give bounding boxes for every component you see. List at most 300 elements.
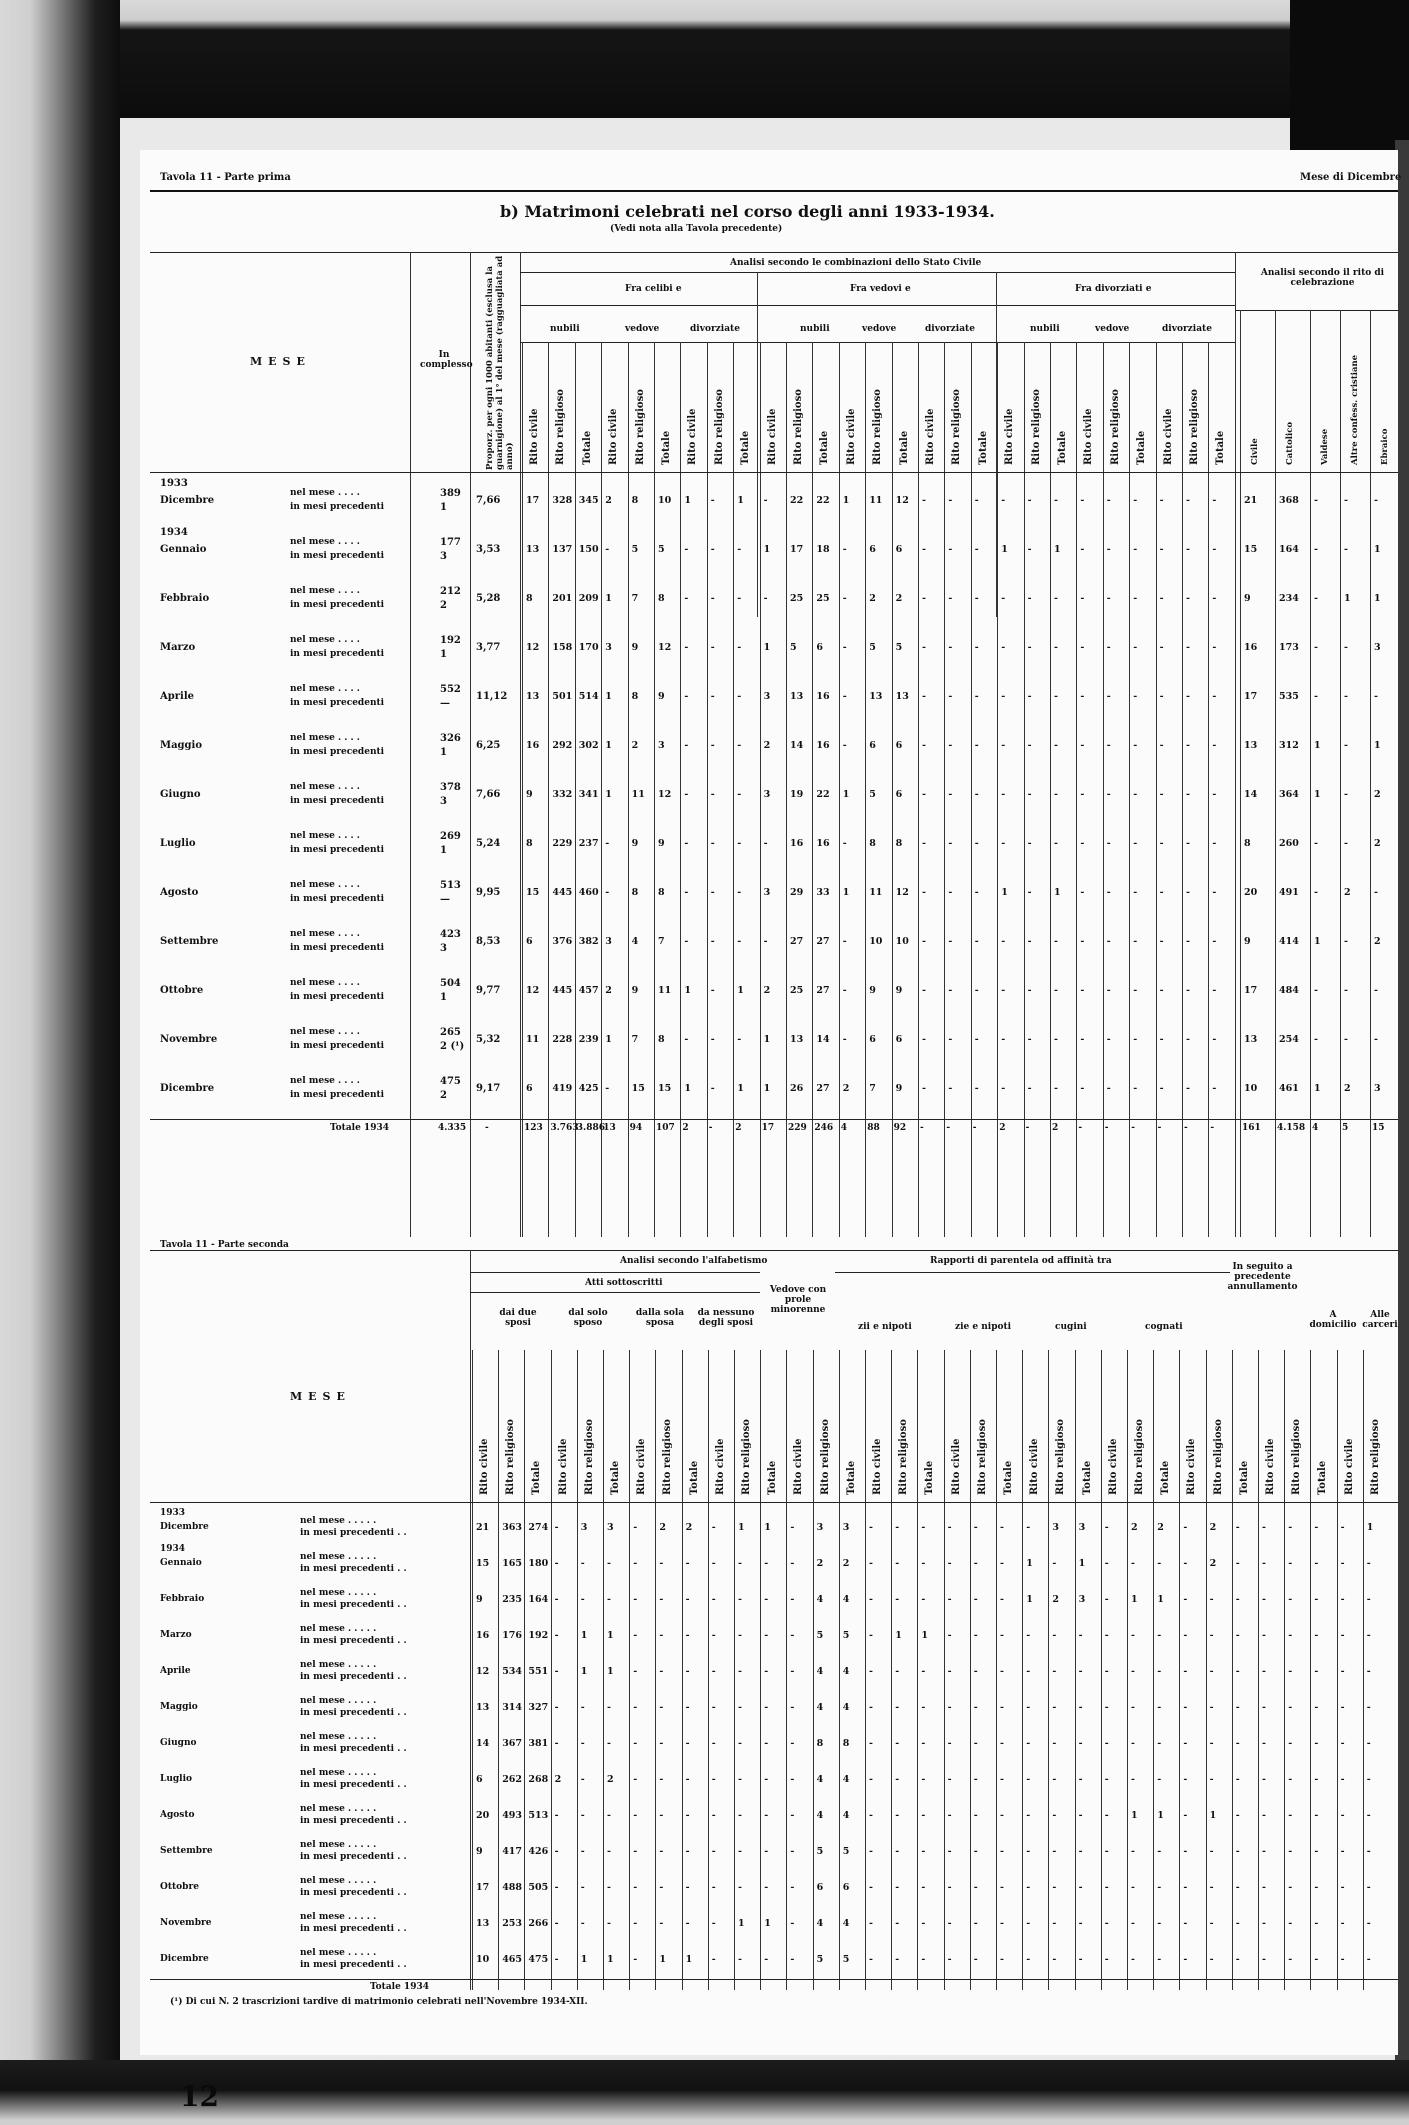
part1-total-cell: 92 — [893, 1123, 907, 1133]
table-cell: 8 — [1244, 838, 1251, 849]
table-cell: 9 — [869, 985, 876, 996]
part1-total: 552 — [440, 684, 461, 695]
part2-col-rule — [1284, 1350, 1285, 1990]
table-cell: 12 — [526, 985, 540, 996]
table-cell: - — [710, 887, 715, 898]
part2-col-rule — [1127, 1350, 1128, 1990]
table-cell: - — [1235, 1918, 1240, 1929]
table-cell: - — [1212, 740, 1217, 751]
table-cell: 2 — [842, 1558, 850, 1569]
table-cell: - — [974, 838, 979, 849]
table-cell: - — [1106, 495, 1111, 506]
part1-culto-4: Ebraico — [1380, 428, 1390, 465]
part1-col-rule — [1050, 342, 1051, 1237]
table-cell: - — [895, 1918, 900, 1929]
table-cell: - — [1288, 1918, 1293, 1929]
table-cell: - — [710, 985, 715, 996]
table-cell: - — [1054, 593, 1058, 604]
page-number: 12 — [180, 2080, 219, 2113]
part1-total: 269 — [440, 831, 461, 842]
table-cell: - — [1104, 1702, 1109, 1713]
table-cell: - — [738, 1630, 742, 1641]
table-cell: - — [1344, 495, 1348, 506]
part1-col-rule — [1208, 342, 1209, 1237]
table-cell: - — [974, 1034, 979, 1045]
part1-proporz: 9,77 — [476, 985, 501, 996]
part1-subhead-religioso: Rito religioso — [1030, 389, 1042, 465]
part1-culto-rule — [1370, 310, 1371, 1237]
table-cell: - — [633, 1954, 638, 1965]
table-cell: 2 — [1209, 1558, 1217, 1569]
table-cell: - — [1106, 985, 1111, 996]
part2-col-rule — [813, 1350, 814, 1990]
part2-subhead-religioso: Rito religioso — [1134, 1419, 1145, 1495]
table-cell: - — [1314, 1846, 1319, 1857]
table-cell: 150 — [578, 544, 599, 555]
part1-col-rule — [1103, 342, 1104, 1237]
table-cell: - — [842, 544, 847, 555]
table-cell: 13 — [476, 1702, 490, 1713]
part1-top-rule — [150, 252, 1398, 253]
table-cell: - — [1212, 887, 1217, 898]
part1-total-cell: 246 — [814, 1123, 834, 1133]
table-cell: - — [764, 1954, 769, 1965]
table-cell: 16 — [816, 740, 830, 751]
table-cell: 1 — [763, 544, 771, 555]
part2-row-label: nel mese . . . . . — [300, 1624, 377, 1634]
table-cell: 266 — [528, 1918, 549, 1929]
table-cell: 5 — [842, 1630, 850, 1641]
part1-row-label: in mesi precedenti — [290, 796, 385, 806]
part2-row-label: nel mese . . . . . — [300, 1768, 377, 1778]
table-cell: - — [1000, 1774, 1004, 1785]
table-cell: - — [974, 642, 979, 653]
part1-subhead-religioso: Rito religioso — [793, 389, 804, 465]
table-cell: - — [1133, 789, 1138, 800]
part2-row-label: in mesi precedenti . . — [300, 1816, 407, 1826]
table-cell: - — [974, 691, 979, 702]
table-cell: 328 — [552, 495, 573, 506]
table-cell: - — [948, 936, 953, 947]
table-cell: - — [1027, 740, 1032, 751]
part2-month: Settembre — [160, 1846, 213, 1856]
document-page — [140, 150, 1402, 2055]
table-cell: - — [1001, 740, 1006, 751]
table-cell: 6 — [895, 740, 903, 751]
table-cell: - — [947, 1522, 952, 1533]
table-cell: 176 — [502, 1630, 523, 1641]
part2-month: Aprile — [160, 1666, 191, 1676]
table-cell: - — [1209, 1594, 1214, 1605]
table-cell: 25 — [790, 593, 804, 604]
part1-divider-proporz — [520, 252, 521, 1237]
table-cell: 2 — [1374, 936, 1381, 947]
table-cell: - — [1159, 740, 1164, 751]
table-cell: - — [1314, 1918, 1319, 1929]
table-cell: - — [710, 740, 715, 751]
part1-group-vedovi: Fra vedovi e — [850, 284, 911, 294]
table-cell: 2 — [842, 1083, 850, 1094]
table-cell: 137 — [552, 544, 573, 555]
table-cell: - — [869, 1702, 873, 1713]
table-cell: - — [1001, 642, 1006, 653]
table-cell: 1 — [659, 1954, 667, 1965]
table-cell: - — [1262, 1918, 1266, 1929]
table-cell: 15 — [526, 887, 540, 898]
table-cell: 8 — [658, 1034, 665, 1045]
part2-atti-dai-due: dai due sposi — [499, 1308, 537, 1328]
table-cell: - — [1131, 1954, 1135, 1965]
table-cell: - — [1288, 1630, 1293, 1641]
table-cell: 18 — [816, 544, 830, 555]
part2-subhead-religioso: Rito religioso — [583, 1419, 595, 1495]
part1-total: 212 — [440, 586, 461, 597]
table-cell: 1 — [737, 985, 744, 996]
table-cell: 2 — [1131, 1522, 1138, 1533]
table-cell: - — [1026, 1522, 1031, 1533]
table-cell: 6 — [526, 1083, 533, 1094]
table-cell: - — [1212, 544, 1217, 555]
table-cell: 13 — [895, 691, 909, 702]
part1-total-cell: 88 — [867, 1123, 880, 1133]
part1-row-label: in mesi precedenti — [290, 894, 385, 904]
part1-col-rule — [733, 342, 734, 1237]
part2-rule-parentela — [835, 1272, 1230, 1273]
table-cell: 1 — [737, 495, 744, 506]
part2-col-rule — [944, 1350, 945, 1990]
table-cell: 235 — [502, 1594, 523, 1605]
table-cell: 3 — [1078, 1522, 1086, 1533]
table-cell: - — [1026, 1846, 1031, 1857]
table-cell: - — [738, 1702, 742, 1713]
table-cell: - — [1133, 838, 1138, 849]
table-cell: - — [738, 1738, 742, 1749]
table-cell: - — [790, 1846, 795, 1857]
footnote: (¹) Di cui N. 2 trascrizioni tardive di matrimonio celebrati nell'Novembre 1934-XII. — [170, 1997, 588, 2007]
table-cell: - — [1366, 1666, 1371, 1677]
table-cell: - — [1133, 740, 1138, 751]
part1-group-culto: Analisi secondo il rito di celebrazione — [1260, 268, 1385, 288]
table-cell: - — [659, 1774, 664, 1785]
table-cell: - — [1183, 1918, 1188, 1929]
part1-subhead-civile: Rito civile — [766, 408, 778, 465]
table-cell: - — [685, 1558, 690, 1569]
table-cell: - — [1314, 1810, 1319, 1821]
table-cell: - — [1183, 1630, 1188, 1641]
table-cell: - — [1212, 1034, 1217, 1045]
table-cell: 9 — [1244, 593, 1251, 604]
table-cell: 6 — [895, 1034, 903, 1045]
part2-subhead-civile: Rito civile — [1186, 1438, 1198, 1495]
part1-subhead-civile: Rito civile — [1083, 408, 1095, 465]
table-tag-part2: Tavola 11 - Parte seconda — [160, 1240, 289, 1250]
part2-col-rule — [1153, 1350, 1154, 1990]
table-cell: - — [1001, 593, 1006, 604]
table-cell: - — [974, 740, 979, 751]
table-cell: 2 — [685, 1522, 693, 1533]
table-cell: - — [1106, 593, 1111, 604]
part1-total-cell: - — [1210, 1123, 1215, 1133]
table-cell: - — [684, 740, 689, 751]
table-cell: - — [685, 1738, 690, 1749]
table-cell: - — [1340, 1558, 1345, 1569]
table-cell: 1 — [580, 1954, 588, 1965]
table-cell: - — [1157, 1738, 1162, 1749]
part1-col-rule — [601, 342, 602, 1237]
table-cell: - — [764, 1630, 769, 1641]
part1-subhead-totale: Totale — [1136, 430, 1148, 465]
table-cell: - — [921, 1594, 926, 1605]
part1-proporz: 5,28 — [476, 593, 501, 604]
table-cell: - — [947, 1810, 952, 1821]
part1-subhead-civile: Rito civile — [1004, 408, 1016, 465]
table-cell: - — [737, 642, 742, 653]
part1-proporz: 5,32 — [476, 1034, 501, 1045]
part1-group-divorziati: Fra divorziati e — [1075, 284, 1152, 294]
table-cell: 268 — [528, 1774, 549, 1785]
table-cell: - — [790, 1522, 795, 1533]
table-cell: - — [1052, 1918, 1057, 1929]
table-cell: - — [1080, 544, 1085, 555]
table-cell: - — [895, 1666, 900, 1677]
table-cell: - — [1159, 593, 1164, 604]
part1-row-label: nel mese . . . . — [290, 929, 360, 939]
table-cell: - — [580, 1702, 585, 1713]
table-cell: 33 — [816, 887, 830, 898]
part1-subhead-religioso: Rito religioso — [1189, 389, 1200, 465]
table-cell: - — [764, 1774, 769, 1785]
table-cell: 1 — [842, 789, 850, 800]
table-cell: - — [1159, 691, 1164, 702]
table-cell: - — [1027, 838, 1032, 849]
table-cell: - — [1133, 985, 1138, 996]
table-cell: - — [1186, 887, 1190, 898]
table-cell: 14 — [790, 740, 804, 751]
part1-subhead-religioso: Rito religioso — [872, 389, 884, 465]
table-cell: - — [1000, 1882, 1004, 1893]
table-cell: - — [1159, 936, 1164, 947]
table-cell: 1 — [1026, 1594, 1033, 1605]
table-cell: 17 — [1244, 985, 1258, 996]
table-cell: - — [895, 1594, 900, 1605]
table-cell: - — [1104, 1882, 1109, 1893]
part1-total-cell: 4 — [840, 1123, 848, 1133]
table-cell: 3 — [658, 740, 665, 751]
part1-col-rule — [997, 342, 998, 1237]
table-cell: 381 — [528, 1738, 549, 1749]
table-cell: - — [947, 1558, 952, 1569]
table-cell: - — [1106, 887, 1111, 898]
part2-month: Marzo — [160, 1630, 192, 1640]
part1-row-label: in mesi precedenti — [290, 502, 385, 512]
part2-col-carceri: Alle carceri — [1362, 1310, 1398, 1330]
table-cell: - — [842, 691, 847, 702]
table-cell: - — [1262, 1666, 1266, 1677]
table-cell: 16 — [790, 838, 804, 849]
table-cell: - — [973, 1846, 978, 1857]
table-cell: - — [1106, 936, 1111, 947]
part1-col-rule — [786, 342, 787, 1237]
part2-year: 1933 — [160, 1508, 186, 1518]
table-cell: - — [1340, 1522, 1345, 1533]
table-cell: - — [737, 936, 742, 947]
part2-col-rule — [1232, 1350, 1233, 1990]
table-cell: - — [633, 1558, 638, 1569]
table-cell: 158 — [552, 642, 573, 653]
table-cell: - — [1235, 1738, 1240, 1749]
part1-col-mese: MESE — [250, 355, 311, 368]
table-cell: - — [711, 1630, 716, 1641]
table-cell: - — [1374, 985, 1378, 996]
table-cell: 9 — [895, 1083, 903, 1094]
table-cell: 1 — [921, 1630, 929, 1641]
table-cell: - — [684, 789, 689, 800]
table-cell: - — [1262, 1522, 1266, 1533]
part1-total: 423 — [440, 929, 461, 940]
table-cell: - — [1186, 691, 1190, 702]
table-cell: 170 — [578, 642, 599, 653]
table-cell: 488 — [502, 1882, 523, 1893]
part1-row-label: in mesi precedenti — [290, 649, 385, 659]
table-cell: - — [763, 495, 768, 506]
part1-total-prev: — — [440, 698, 450, 709]
table-cell: - — [1262, 1810, 1266, 1821]
table-cell: - — [1027, 887, 1032, 898]
part1-month: Dicembre — [160, 495, 215, 506]
table-cell: 180 — [528, 1558, 549, 1569]
table-cell: - — [1288, 1702, 1293, 1713]
table-cell: 1 — [1314, 740, 1321, 751]
table-cell: 262 — [502, 1774, 523, 1785]
table-cell: - — [1344, 985, 1348, 996]
table-cell: - — [633, 1774, 638, 1785]
part2-col-rule — [970, 1350, 971, 1990]
part1-row-label: nel mese . . . . — [290, 733, 360, 743]
part2-row-label: nel mese . . . . . — [300, 1804, 377, 1814]
part1-total: 177 — [440, 537, 461, 548]
table-cell: - — [1052, 1954, 1057, 1965]
part1-col-rule — [548, 342, 549, 1237]
table-cell: 3 — [816, 1522, 824, 1533]
table-cell: 12 — [895, 887, 909, 898]
table-cell: - — [1344, 642, 1348, 653]
table-cell: 1 — [1054, 887, 1061, 898]
part1-total-cell: - — [1025, 1123, 1030, 1133]
part2-col-rule — [839, 1350, 840, 1990]
part1-row-label: in mesi precedenti — [290, 943, 385, 953]
table-cell: 21 — [1244, 495, 1258, 506]
table-cell: - — [922, 691, 926, 702]
table-cell: 15 — [658, 1083, 672, 1094]
part2-row-label: in mesi precedenti . . — [300, 1852, 407, 1862]
table-cell: 1 — [1001, 544, 1008, 555]
part2-col-rule — [891, 1350, 892, 1990]
table-cell: - — [790, 1630, 795, 1641]
table-cell: - — [1340, 1630, 1345, 1641]
part1-col-rule — [971, 342, 972, 1237]
table-cell: - — [1366, 1702, 1371, 1713]
part1-total-cell: 94 — [629, 1123, 643, 1133]
part2-group-alfabetismo: Analisi secondo l'alfabetismo — [620, 1256, 768, 1266]
part1-total-prev: 1 — [440, 992, 447, 1003]
part1-subhead-totale: Totale — [661, 430, 672, 465]
part1-col-rule — [654, 342, 655, 1237]
table-cell: 1 — [684, 985, 692, 996]
table-cell: 2 — [607, 1774, 614, 1785]
table-cell: - — [1212, 691, 1217, 702]
table-cell: 25 — [790, 985, 804, 996]
table-cell: 13 — [476, 1918, 490, 1929]
table-cell: - — [1314, 642, 1318, 653]
table-cell: - — [684, 838, 689, 849]
table-cell: - — [1133, 495, 1138, 506]
table-cell: - — [1159, 1034, 1164, 1045]
table-cell: - — [711, 1918, 716, 1929]
table-cell: 14 — [1244, 789, 1258, 800]
table-cell: - — [684, 593, 689, 604]
table-cell: - — [947, 1666, 952, 1677]
table-cell: 13 — [790, 691, 804, 702]
table-cell: - — [1106, 740, 1111, 751]
table-cell: - — [1080, 789, 1085, 800]
table-cell: - — [1052, 1558, 1057, 1569]
table-cell: 1 — [1314, 936, 1321, 947]
table-cell: 2 — [1344, 887, 1351, 898]
table-cell: 9 — [631, 642, 639, 653]
table-cell: 3 — [607, 1522, 614, 1533]
part1-subhead-civile: Rito civile — [925, 408, 936, 465]
table-cell: 7 — [631, 1034, 639, 1045]
part1-rule-analisi — [520, 272, 1235, 273]
part2-col-rule — [1337, 1350, 1338, 1990]
table-cell: 4 — [816, 1774, 824, 1785]
part2-subhead-civile: Rito civile — [636, 1438, 648, 1495]
table-cell: - — [763, 936, 768, 947]
part2-row-label: in mesi precedenti . . — [300, 1600, 407, 1610]
table-cell: - — [1078, 1810, 1083, 1821]
table-cell: - — [842, 985, 847, 996]
table-cell: 534 — [502, 1666, 523, 1677]
table-cell: - — [922, 740, 926, 751]
part1-total: 389 — [440, 488, 461, 499]
table-cell: 5 — [816, 1630, 824, 1641]
part1-culto-rule — [1310, 310, 1311, 1237]
table-cell: 6 — [869, 1034, 876, 1045]
table-cell: 209 — [578, 593, 599, 604]
part2-atti-nessuno: da nessuno degli sposi — [697, 1308, 755, 1328]
table-cell: - — [659, 1918, 664, 1929]
part2-par-cognati: cognati — [1145, 1322, 1183, 1332]
table-cell: 3 — [1078, 1594, 1086, 1605]
part2-row-label: in mesi precedenti . . — [300, 1636, 407, 1646]
part1-month: Novembre — [160, 1034, 218, 1045]
table-cell: 1 — [738, 1918, 745, 1929]
table-cell: - — [1157, 1846, 1162, 1857]
table-cell: 8 — [631, 887, 639, 898]
part2-row-label: nel mese . . . . . — [300, 1912, 377, 1922]
table-cell: - — [947, 1918, 952, 1929]
part2-rule-alfabetismo — [470, 1272, 760, 1273]
part2-col-rule — [708, 1350, 709, 1990]
table-cell: 12 — [526, 642, 540, 653]
table-cell: - — [1235, 1558, 1240, 1569]
part1-row-label: in mesi precedenti — [290, 845, 385, 855]
table-cell: - — [1340, 1774, 1345, 1785]
part2-col-rule — [472, 1350, 473, 1990]
table-cell: - — [1366, 1594, 1371, 1605]
part1-month: Maggio — [160, 740, 203, 751]
table-cell: - — [711, 1666, 716, 1677]
